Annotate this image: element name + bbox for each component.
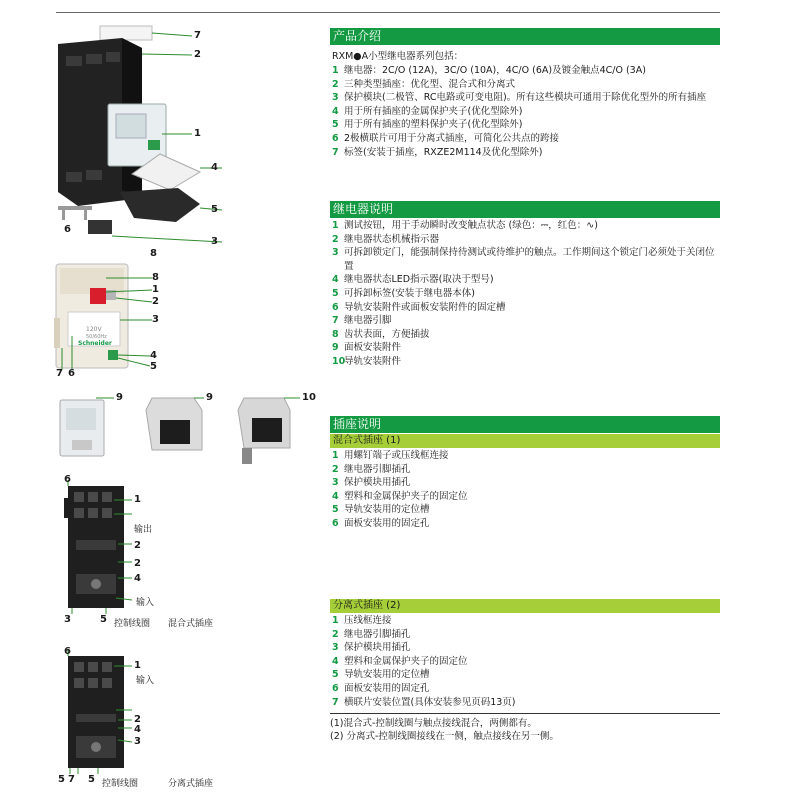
item-text: 2极横联片可用于分离式插座，可简化公共点的跨接 — [344, 132, 560, 144]
callout-6: 6 — [64, 646, 71, 657]
callout-7: 7 — [194, 30, 201, 41]
item-text: 用螺钉端子或压线框连接 — [344, 450, 449, 461]
callout-10: 10 — [302, 392, 316, 403]
callout-1: 1 — [152, 284, 159, 295]
item-number: 3 — [332, 247, 339, 259]
callout-9: 9 — [206, 392, 213, 403]
item-text: 塑料和金属保护夹子的固定位 — [344, 655, 468, 667]
mixed-socket-caption: 混合式插座 — [168, 619, 214, 629]
input-label: 输入 — [136, 598, 155, 608]
item-number: 2 — [332, 78, 339, 90]
intro-list-item — [330, 64, 720, 78]
intro-list-item — [330, 118, 720, 132]
item-text: 用于所有插座的塑料保护夹子(优化型除外) — [344, 119, 523, 131]
output-label: 输出 — [134, 525, 153, 535]
separate-socket-subheader: 分离式插座 (2) — [330, 599, 720, 613]
item-text: 用于所有插座的金属保护夹子(优化型除外) — [344, 105, 523, 117]
item-number: 1 — [332, 65, 339, 76]
socket-description-section — [330, 416, 720, 531]
item-number: 4 — [332, 105, 339, 117]
item-number: 6 — [332, 132, 339, 144]
relay-list-item — [330, 287, 720, 301]
callout-9: 9 — [116, 392, 123, 403]
callout-2: 2 — [134, 540, 141, 551]
relay-description-section — [330, 201, 720, 369]
callout-5: 5 — [150, 361, 157, 372]
mixed-socket-drawing — [58, 478, 178, 618]
item-number: 5 — [332, 504, 339, 516]
callout-6: 6 — [68, 368, 75, 379]
intro-list-item — [330, 132, 720, 146]
item-text: 保护模块用插孔 — [344, 642, 411, 654]
item-text: 塑料和金属保护夹子的固定位 — [344, 490, 468, 502]
relay-list-item — [330, 314, 720, 328]
item-number: 5 — [332, 119, 339, 131]
callout-5: 5 — [100, 614, 107, 625]
item-text: 继电器引脚 — [344, 315, 392, 327]
item-text: 导轨安装用的定位槽 — [344, 504, 430, 516]
callout-2: 2 — [152, 296, 159, 307]
relay-list-item — [330, 273, 720, 287]
item-number: 6 — [332, 682, 339, 694]
mixed-socket-list-item — [330, 503, 720, 517]
relay-list-item — [330, 233, 720, 247]
item-text: 三种类型插座：优化型、混合式和分离式 — [344, 78, 516, 90]
accessories-drawing — [56, 390, 326, 468]
item-number: 3 — [332, 92, 339, 104]
mixed-socket-list — [330, 449, 720, 531]
separate-socket-figure — [58, 648, 268, 792]
item-text: 继电器状态机械指示器 — [344, 233, 440, 245]
product-intro-list — [330, 64, 720, 159]
item-number: 7 — [332, 146, 339, 158]
item-text: 齿状表面，方便插拔 — [344, 328, 430, 340]
separate-socket-list-item — [330, 641, 720, 655]
callout-5: 5 — [88, 774, 95, 785]
separate-socket-section — [330, 599, 720, 743]
item-text: 可拆卸锁定门，能强制保持待测试或待维护的触点。工作期间这个锁定门必须处于关闭位置 — [344, 247, 715, 272]
callout-8: 8 — [150, 248, 157, 259]
item-text: 继电器引脚插孔 — [344, 628, 411, 640]
intro-list-item — [330, 105, 720, 119]
relay-frequency-label: 50/60Hz — [86, 334, 107, 340]
item-number: 7 — [332, 696, 339, 708]
item-text: 继电器：2C/O (12A)，3C/O (10A)，4C/O (6A)及镀金触点4C/O (3A) — [344, 65, 646, 76]
callout-3: 4 — [134, 573, 141, 584]
callout-4: 4 — [150, 350, 157, 361]
separate-socket-list-item — [330, 655, 720, 669]
item-number: 8 — [332, 328, 339, 340]
callout-4: 2 — [134, 558, 141, 569]
callout-5: 5 — [58, 774, 65, 785]
separate-socket-list-item — [330, 682, 720, 696]
separate-socket-list-item — [330, 628, 720, 642]
relay-list-item — [330, 246, 720, 273]
relay-list-item — [330, 328, 720, 342]
callout-5: 3 — [64, 614, 71, 625]
relay-front-figure — [50, 258, 170, 382]
intro-list-item — [330, 91, 720, 105]
mixed-socket-figure — [58, 474, 268, 630]
item-number: 4 — [332, 274, 339, 286]
item-number: 3 — [332, 477, 339, 489]
input-label: 输入 — [136, 676, 155, 686]
item-text: 面板安装用的固定孔 — [344, 517, 430, 529]
item-text: 导轨安装用的定位槽 — [344, 669, 430, 681]
item-number: 7 — [332, 315, 339, 327]
callout-7: 7 — [56, 368, 63, 379]
item-number: 3 — [332, 642, 339, 654]
coil-label: 控制线圈 — [114, 619, 151, 629]
callout-4: 4 — [211, 162, 218, 173]
item-number: 4 — [332, 655, 339, 667]
footnotes — [330, 717, 720, 743]
callout-5: 5 — [211, 204, 218, 215]
separate-socket-list-item — [330, 668, 720, 682]
relay-list-item — [330, 341, 720, 355]
relay-voltage-label: 120V — [86, 326, 102, 333]
intro-list-item — [330, 78, 720, 92]
callout-4: 4 — [134, 724, 141, 735]
callout-6: 6 — [64, 474, 71, 485]
callout-3: 3 — [152, 314, 159, 325]
item-number: 2 — [332, 628, 339, 640]
relay-description-list — [330, 219, 720, 369]
item-number: 5 — [332, 669, 339, 681]
product-intro-lead: RXM●A小型继电器系列包括： — [332, 51, 464, 62]
product-intro-section — [330, 28, 720, 159]
product-intro-header: 产品介绍 — [330, 28, 720, 45]
callout-2: 2 — [134, 714, 141, 725]
item-text: 导轨安装附件或面板安装附件的固定槽 — [344, 301, 506, 313]
relay-description-header: 继电器说明 — [330, 201, 720, 218]
item-text: 面板安装用的固定孔 — [344, 682, 430, 694]
callout-7: 7 — [68, 774, 75, 785]
callout-2: 2 — [194, 49, 201, 60]
item-number: 1 — [332, 615, 339, 626]
socket-description-header: 插座说明 — [330, 416, 720, 433]
item-text: 继电器状态LED指示器(取决于型号) — [344, 274, 494, 286]
callout-1: 1 — [134, 494, 141, 505]
separate-socket-list — [330, 614, 720, 709]
separate-socket-list-item — [330, 614, 720, 628]
callout-1: 1 — [194, 128, 201, 139]
footnote-2: (2) 分离式-控制线圈接线在一侧，触点接线在另一侧。 — [330, 731, 559, 743]
callout-3: 3 — [134, 736, 141, 747]
item-text: 可拆卸标签(安装于继电器本体) — [344, 287, 475, 299]
item-number: 9 — [332, 342, 339, 354]
mixed-socket-list-item — [330, 490, 720, 504]
item-text: 面板安装附件 — [344, 342, 402, 354]
item-text: 保护模块用插孔 — [344, 477, 411, 489]
relay-list-item — [330, 301, 720, 315]
item-text: 标签(安装于插座，RXZE2M114及优化型除外) — [344, 146, 543, 158]
item-number: 2 — [332, 463, 339, 475]
exploded-assembly-figure — [50, 22, 225, 258]
item-text: 压线框连接 — [344, 615, 392, 626]
mixed-socket-list-item — [330, 463, 720, 477]
separate-socket-caption: 分离式插座 — [168, 779, 214, 789]
item-number: 6 — [332, 301, 339, 313]
callout-6: 6 — [64, 224, 71, 235]
item-number: 2 — [332, 233, 339, 245]
footnote-1: (1)混合式-控制线圈与触点接线混合，两侧都有。 — [330, 718, 537, 730]
item-text: 保护模块(二极管、RC电路或可变电阻)。所有这些模块可通用于除优化型外的所有插座 — [344, 92, 707, 104]
item-number: 1 — [332, 450, 339, 461]
relay-list-item — [330, 219, 720, 233]
notes-divider — [330, 713, 720, 714]
item-text: 继电器引脚插孔 — [344, 463, 411, 475]
callout-8: 8 — [152, 272, 159, 283]
item-number: 5 — [332, 287, 339, 299]
item-number: 1 — [332, 220, 339, 231]
item-text: 横联片安装位置(具体安装参见页码13页) — [344, 696, 516, 708]
top-rule — [56, 12, 720, 13]
item-number: 10 — [332, 355, 346, 367]
mixed-socket-list-item — [330, 476, 720, 490]
accessories-figure — [56, 390, 326, 468]
intro-list-item — [330, 146, 720, 160]
item-text: 导轨安装附件 — [344, 355, 402, 367]
coil-label: 控制线圈 — [102, 779, 139, 789]
item-number: 4 — [332, 490, 339, 502]
separate-socket-list-item — [330, 696, 720, 710]
mixed-socket-subheader: 混合式插座 (1) — [330, 434, 720, 448]
callout-3: 3 — [211, 236, 218, 247]
relay-list-item — [330, 355, 720, 369]
item-number: 6 — [332, 517, 339, 529]
separate-socket-drawing — [58, 648, 178, 782]
callout-1: 1 — [134, 660, 141, 671]
item-text: 测试按钮，用于手动瞬时改变触点状态 (绿色：⎓，红色：∿) — [344, 220, 598, 231]
mixed-socket-list-item — [330, 449, 720, 463]
relay-brand-logo: Schneider — [78, 340, 112, 347]
mixed-socket-list-item — [330, 517, 720, 531]
